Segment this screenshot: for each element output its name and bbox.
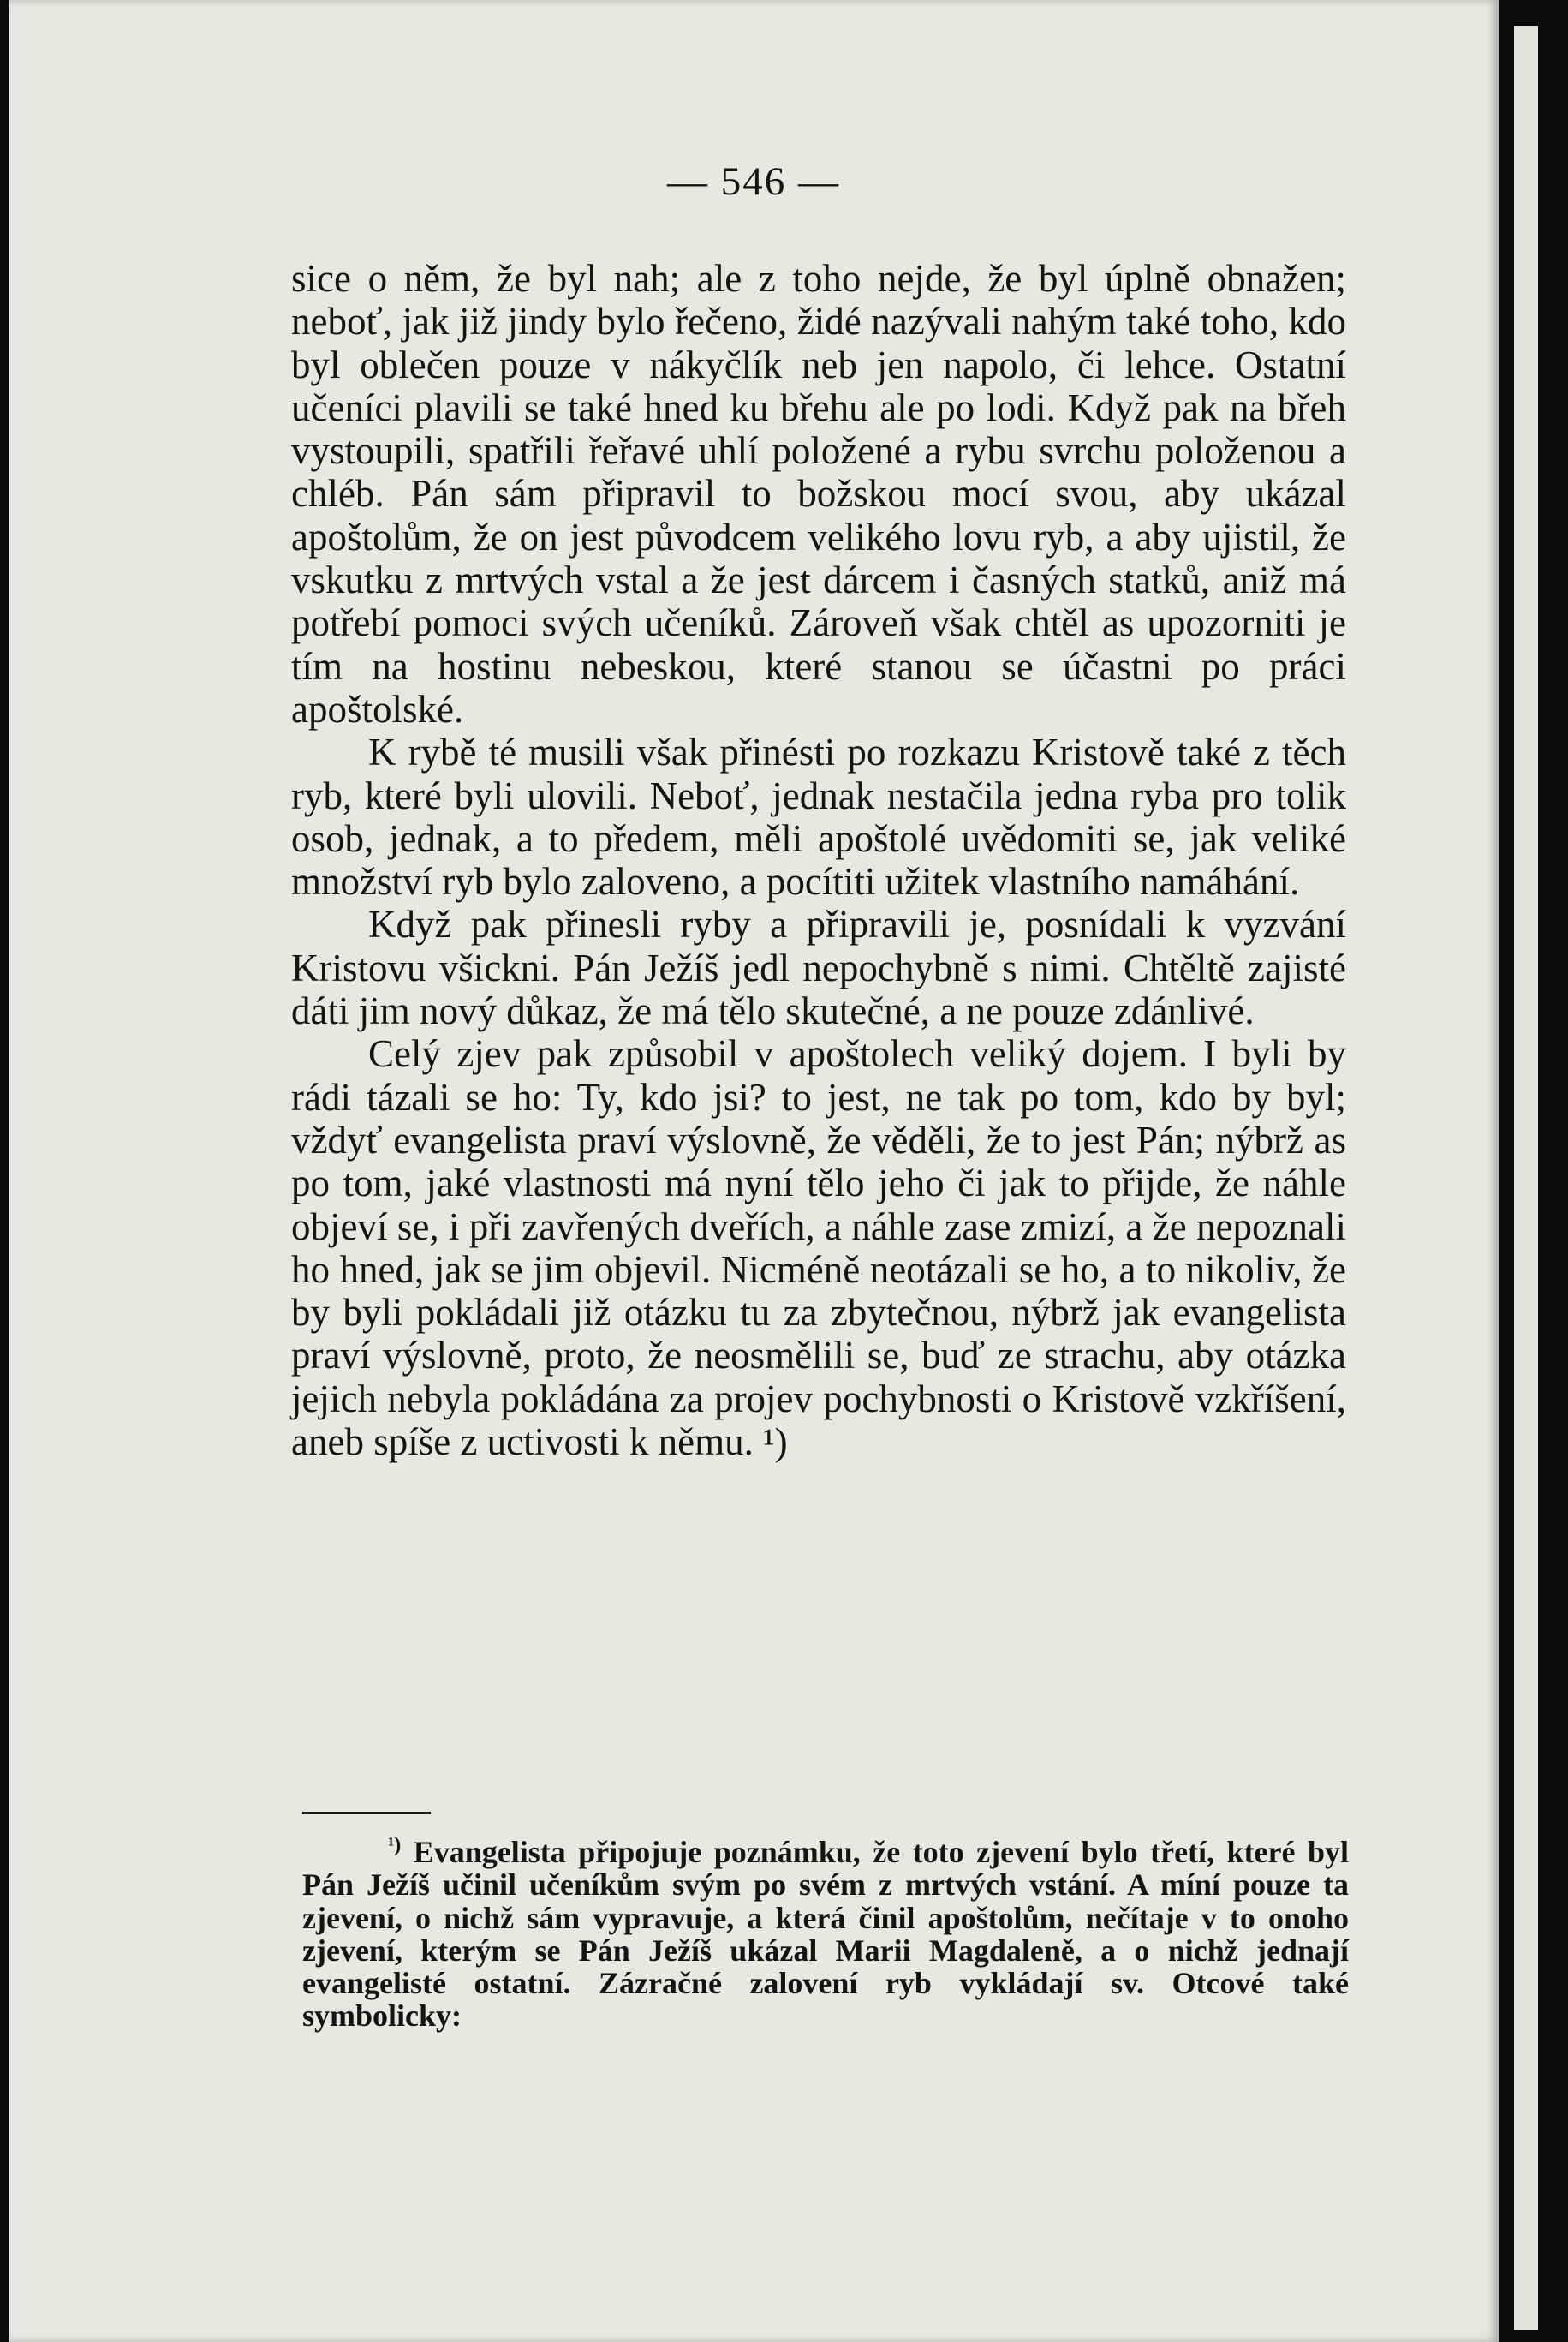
page-number: — 546 —: [667, 159, 840, 204]
paragraph-4: Celý zjev pak způsobil v apoštolech veliký dojem. I byli by rádi tázali se ho: Ty, kdo jsi? to jest, ne tak po tom, kdo by byl; vždyť evangelista praví výslovně, že věděli, že to jest Pán; nýbrž as po tom, jaké vlastnosti má nyní tělo jeho či jak to přijde, že náhle objeví se, i při zavřených dveřích, a náhle zase zmizí, a že nepoznali ho hned, jak se jim objevil. Nicméně neotázali se ho, a to nikoliv, že by byli pokládali již otázku tu za zbytečnou, nýbrž jak evangelista praví výslovně, proto, že neosmělili se, buď ze strachu, aby otázka jejich nebyla pokládána za projev pochybnosti o Kristově vzkříšení, aneb spíše z uctivosti k němu. ¹): [291, 1032, 1346, 1464]
footnote: [302, 1829, 1349, 2033]
paragraph-2: K rybě té musili však přinésti po rozkazu Kristově také z těch ryb, které byli ulovili. Neboť, jednak nestačila jedna ryba pro tolik osob, jednak, a to předem, měli apoštolé uvědomiti se, jak veliké množství ryb bylo zaloveno, a pocítiti užitek vlastního namáhání.: [291, 731, 1346, 904]
adjacent-page-edge: [1514, 26, 1538, 2330]
footnote-text: Evangelista připojuje poznámku, že toto zjevení bylo třetí, které byl Pán Ježíš učinil učeníkům svým po svém z mrtvých vstání. A míní pouze ta zjevení, o nichž sám vypravuje, a která činil apoštolům, nečítaje v to onoho zjevení, kterým se Pán Ježíš ukázal Marii Magdaleně, a o nichž jednají evangelisté ostatní. Zázračné zalovení ryb vykládají sv. Otcové také symbolicky:: [302, 1835, 1350, 2034]
footnote-marker: ¹): [388, 1834, 402, 1856]
body-text: [291, 257, 1346, 1463]
footnote-divider: [302, 1812, 431, 1814]
paragraph-3: Když pak přinesli ryby a připravili je, posnídali k vyzvání Kristovu všickni. Pán Ježíš jedl nepochybně s nimi. Chtěltě zajisté dáti jim nový důkaz, že má tělo skutečné, a ne pouze zdánlivé.: [291, 903, 1346, 1033]
book-page: [9, 0, 1499, 2342]
paragraph-1: sice o něm, že byl nah; ale z toho nejde, že byl úplně obnažen; neboť, jak již jindy bylo řečeno, židé nazývali nahým také toho, kdo byl oblečen pouze v nákyčlík neb jen napolo, či lehce. Ostatní učeníci plavili se také hned ku břehu ale po lodi. Když pak na břeh vystoupili, spatřili řeřavé uhlí položené a rybu svrchu položenou a chléb. Pán sám připravil to božskou mocí svou, aby ukázal apoštolům, že on jest původcem velikého lovu ryb, a aby ujistil, že vskutku z mrtvých vstal a že jest dárcem i časných statků, aniž má potřebí pomoci svých učeníků. Zároveň však chtěl as upozorniti je tím na hostinu nebeskou, které stanou se účastni po práci apoštolské.: [291, 257, 1346, 731]
